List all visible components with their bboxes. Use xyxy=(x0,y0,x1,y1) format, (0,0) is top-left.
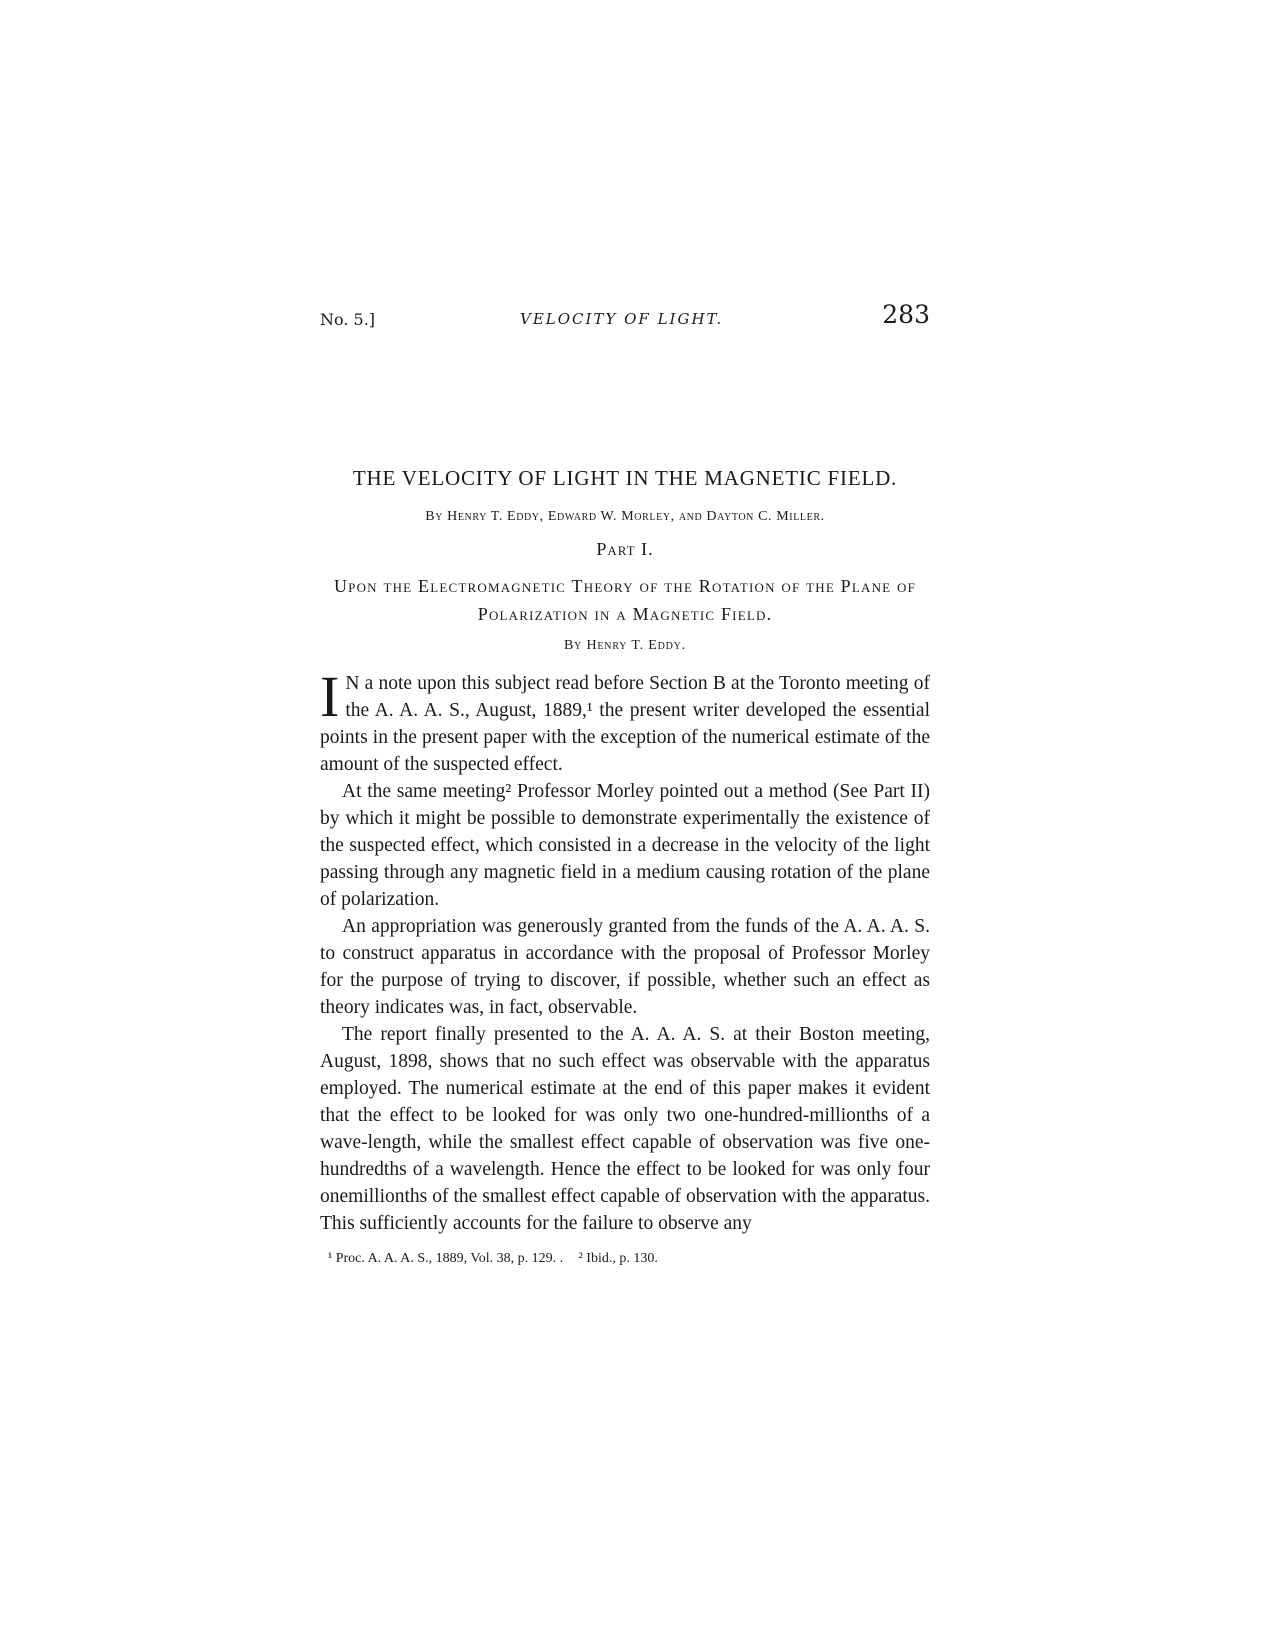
running-head xyxy=(320,300,930,340)
running-title: VELOCITY OF LIGHT. xyxy=(520,310,724,328)
paragraph-3: An appropriation was generously granted from the funds of the A. A. A. S. to construct apparatus in accordance with the proposal of Professor Morley for the purpose of trying to discover, if possible, whether such an effect as theory indicates was, in fact, observable. xyxy=(320,916,930,1018)
paragraph-1-text: N a note upon this subject read before Section B at the Toronto meeting of the A. A. A. S., August, 1889,¹ the present writer developed the essential points in the present paper with the exception of the numerical estimate of the amount of the suspected effect. xyxy=(320,673,930,775)
footnote-2: ² Ibid., p. 130. xyxy=(578,1251,658,1266)
footnotes xyxy=(320,1251,930,1267)
article-authors: By Henry T. Eddy, Edward W. Morley, and Dayton C. Miller. xyxy=(425,509,825,524)
drop-cap: I xyxy=(320,664,340,729)
paragraph-1 xyxy=(320,664,930,778)
part-heading: Part I. xyxy=(596,539,654,559)
footnote-1: ¹ Proc. A. A. A. S., 1889, Vol. 38, p. 129. . xyxy=(328,1251,564,1266)
article-title: THE VELOCITY OF LIGHT IN THE MAGNETIC FIELD. xyxy=(352,466,898,490)
page-number: 283 xyxy=(882,300,930,329)
article-body xyxy=(320,664,930,1237)
part-byline: By Henry T. Eddy. xyxy=(564,638,686,653)
issue-number: No. 5.] xyxy=(320,310,376,329)
journal-page xyxy=(320,300,930,1267)
paragraph-2: At the same meeting² Professor Morley pointed out a method (See Part II) by which it might be possible to demonstrate experimentally the existence of the suspected effect, which consisted in a decrease in the velocity of the light passing through any magnetic field in a medium causing rotation of the plane of polarization. xyxy=(320,781,930,910)
paragraph-4: The report finally presented to the A. A. A. S. at their Boston meeting, August, 1898, shows that no such effect was observable with the apparatus employed. The numerical estimate at the end of this paper makes it evident that the effect to be looked for was only two one-hundred-millionths of a wave-length, while the smallest effect capable of observation was five one-hundredths of a wavelength. Hence the effect to be looked for was only four onemillionths of the smallest effect capable of observation with the apparatus. This sufficiently accounts for the failure to observe any xyxy=(320,1024,930,1234)
part-subtitle: Upon the Electromagnetic Theory of the Rotation of the Plane of Polarization in a Magnetic Field. xyxy=(333,576,917,624)
